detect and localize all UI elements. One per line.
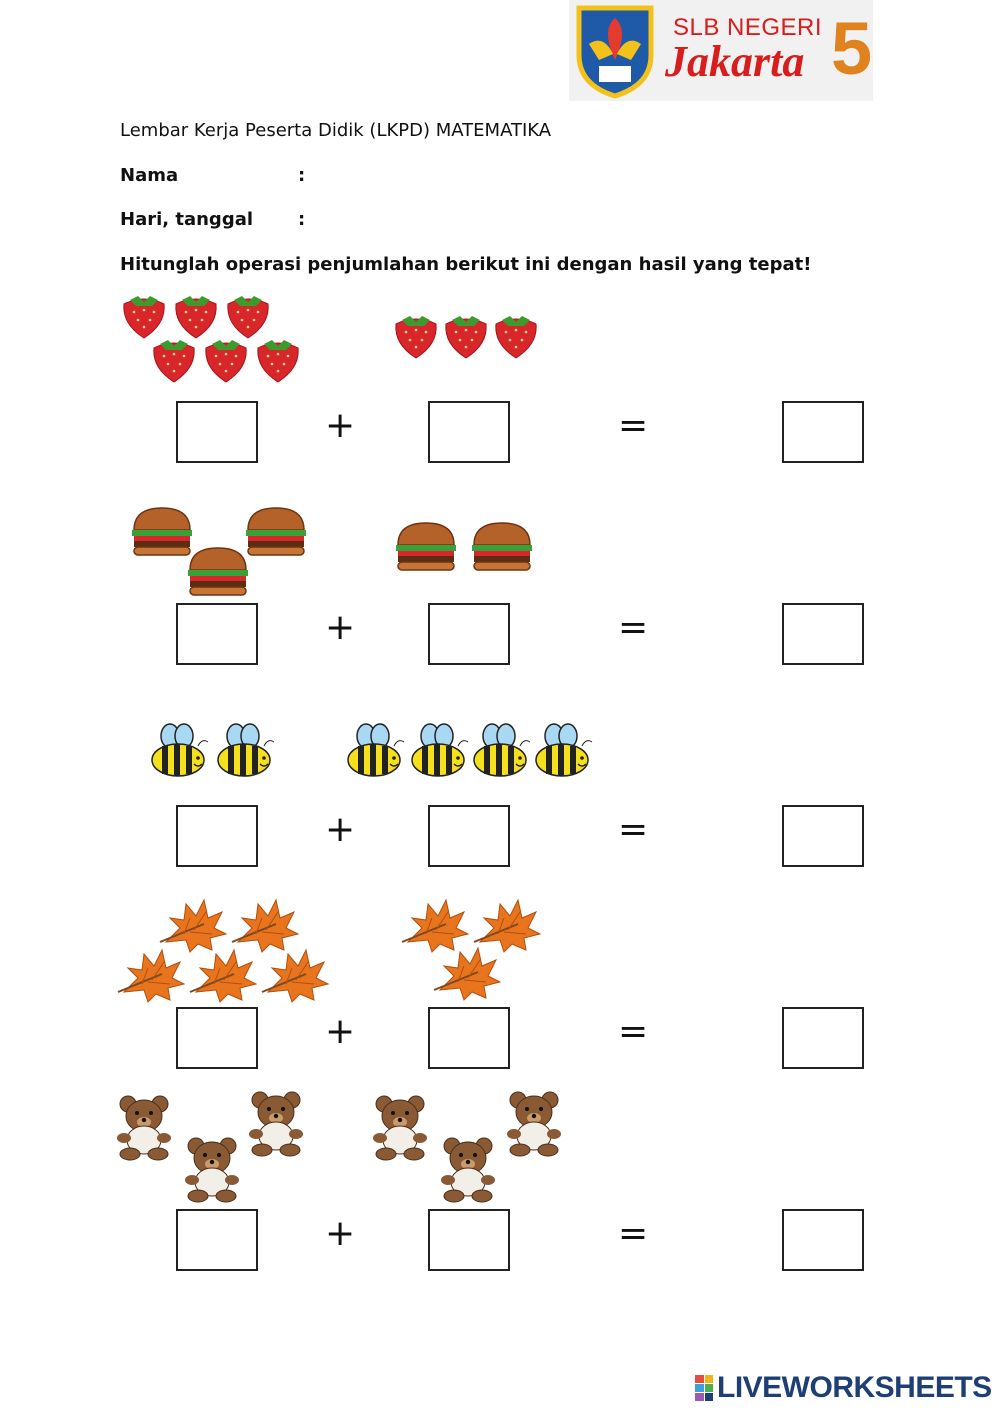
problem-2-right-group bbox=[394, 521, 540, 573]
burger-icon bbox=[396, 523, 456, 570]
problem-5-answer-box[interactable] bbox=[782, 1209, 864, 1271]
problem-1-left-group bbox=[120, 294, 310, 386]
problem-4-equals-sign: = bbox=[618, 1011, 649, 1052]
strawberry-icon bbox=[258, 340, 298, 382]
problem-3-left-group bbox=[148, 724, 280, 786]
problem-5-right-group bbox=[372, 1090, 576, 1208]
burger-icon bbox=[246, 508, 306, 555]
problem-5-plus-sign: + bbox=[325, 1213, 356, 1254]
problem-4-answer-box[interactable] bbox=[782, 1007, 864, 1069]
problem-4-first-addend-box[interactable] bbox=[176, 1007, 258, 1069]
problem-4-second-addend-box[interactable] bbox=[428, 1007, 510, 1069]
leaf-icon bbox=[262, 950, 328, 1002]
problem-3-answer-box[interactable] bbox=[782, 805, 864, 867]
logo-number: 5 bbox=[831, 7, 873, 90]
problem-3-first-addend-box[interactable] bbox=[176, 805, 258, 867]
problem-2-answer-box[interactable] bbox=[782, 603, 864, 665]
leaf-icon bbox=[474, 900, 540, 952]
teddy-bear-icon bbox=[507, 1092, 561, 1156]
strawberry-icon bbox=[446, 316, 486, 358]
problem-2-second-addend-box[interactable] bbox=[428, 603, 510, 665]
problem-4-left-group bbox=[118, 898, 330, 1004]
problem-3-equals-sign: = bbox=[618, 809, 649, 850]
liveworksheets-logo-icon bbox=[695, 1375, 713, 1401]
date-label: Hari, tanggal bbox=[120, 209, 254, 230]
burger-icon bbox=[472, 523, 532, 570]
strawberry-icon bbox=[496, 316, 536, 358]
worksheet-title: Lembar Kerja Peserta Didik (LKPD) MATEMATIKA bbox=[120, 120, 552, 141]
school-logo bbox=[569, 0, 873, 101]
leaf-icon bbox=[118, 950, 184, 1002]
name-label: Nama bbox=[120, 165, 179, 186]
teddy-bear-icon bbox=[185, 1138, 239, 1202]
bee-icon bbox=[152, 724, 208, 776]
name-colon: : bbox=[298, 165, 306, 186]
problem-4-plus-sign: + bbox=[325, 1011, 356, 1052]
strawberry-icon bbox=[124, 296, 164, 338]
problem-5-left-group bbox=[116, 1090, 320, 1208]
bee-icon bbox=[218, 724, 274, 776]
problem-1-answer-box[interactable] bbox=[782, 401, 864, 463]
burger-icon bbox=[188, 548, 248, 595]
teddy-bear-icon bbox=[373, 1096, 427, 1160]
problem-2-left-group bbox=[130, 506, 312, 598]
liveworksheets-footer bbox=[695, 1372, 992, 1404]
date-colon: : bbox=[298, 209, 306, 230]
bee-icon bbox=[412, 724, 468, 776]
problem-5-first-addend-box[interactable] bbox=[176, 1209, 258, 1271]
problem-3-right-group bbox=[344, 724, 600, 786]
leaf-icon bbox=[190, 950, 256, 1002]
bee-icon bbox=[474, 724, 530, 776]
problem-1-right-group bbox=[392, 314, 544, 362]
teddy-bear-icon bbox=[249, 1092, 303, 1156]
strawberry-icon bbox=[228, 296, 268, 338]
teddy-bear-icon bbox=[441, 1138, 495, 1202]
strawberry-icon bbox=[154, 340, 194, 382]
leaf-icon bbox=[402, 900, 468, 952]
leaf-icon bbox=[434, 948, 500, 1000]
leaf-icon bbox=[160, 900, 226, 952]
problem-5-second-addend-box[interactable] bbox=[428, 1209, 510, 1271]
problem-5-equals-sign: = bbox=[618, 1213, 649, 1254]
problem-2-first-addend-box[interactable] bbox=[176, 603, 258, 665]
bee-icon bbox=[536, 724, 592, 776]
problem-1-equals-sign: = bbox=[618, 405, 649, 446]
problem-1-plus-sign: + bbox=[325, 405, 356, 446]
bee-icon bbox=[348, 724, 404, 776]
problem-1-first-addend-box[interactable] bbox=[176, 401, 258, 463]
strawberry-icon bbox=[176, 296, 216, 338]
problem-3-second-addend-box[interactable] bbox=[428, 805, 510, 867]
logo-line2: Jakarta bbox=[665, 37, 805, 86]
problem-2-plus-sign: + bbox=[325, 607, 356, 648]
strawberry-icon bbox=[206, 340, 246, 382]
instruction-text: Hitunglah operasi penjumlahan berikut ini dengan hasil yang tepat! bbox=[120, 254, 812, 275]
problem-1-second-addend-box[interactable] bbox=[428, 401, 510, 463]
problem-3-plus-sign: + bbox=[325, 809, 356, 850]
strawberry-icon bbox=[396, 316, 436, 358]
problem-4-right-group bbox=[402, 898, 546, 1004]
leaf-icon bbox=[232, 900, 298, 952]
teddy-bear-icon bbox=[117, 1096, 171, 1160]
logo-line1: SLB NEGERI bbox=[673, 14, 823, 41]
burger-icon bbox=[132, 508, 192, 555]
problem-2-equals-sign: = bbox=[618, 607, 649, 648]
liveworksheets-brand: LIVEWORKSHEETS bbox=[717, 1371, 992, 1404]
